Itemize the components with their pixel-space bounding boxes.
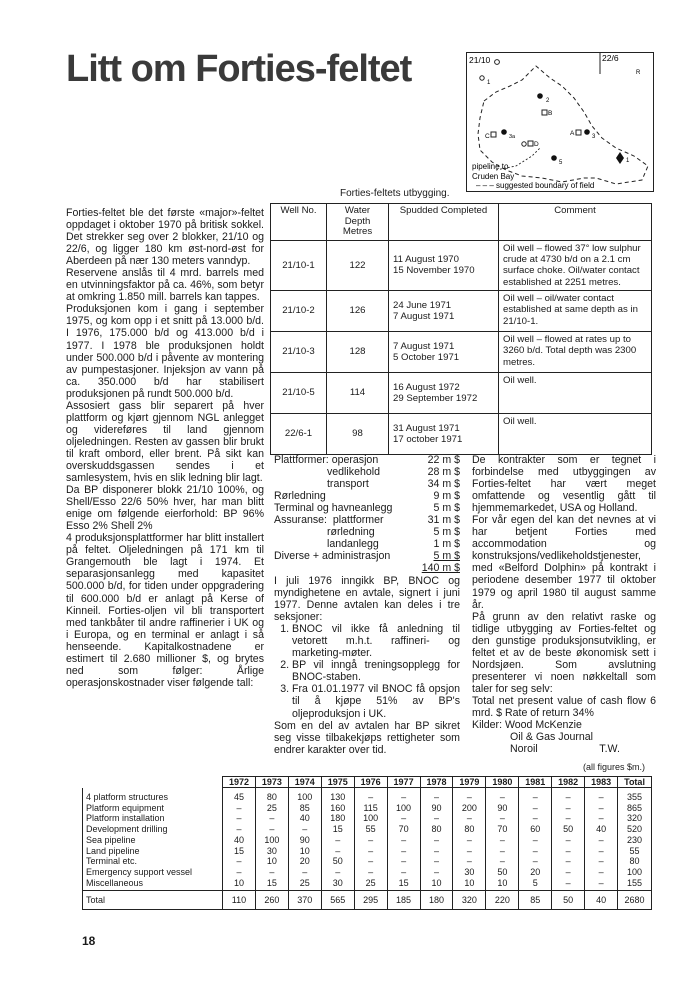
platform-diamond [616,152,624,164]
cost-cell: – [354,835,387,846]
cost-cell: 15 [321,824,354,835]
cost-cell: – [519,846,552,857]
cost-item-label: Development drilling [83,824,223,835]
year-header: 1978 [420,777,453,788]
paragraph: I juli 1976 inngikk BP, BNOC og myndighetene en avtale, signert i juni 1977. Denne avtalen kan deles i tre seksjoner: [274,575,460,624]
cost-cell: – [585,835,618,846]
total-cell: 565 [321,891,354,910]
cost-row [274,550,460,562]
table-row [271,372,652,413]
total-cell: 220 [486,891,519,910]
page-number: 18 [82,934,96,948]
cost-cell: 40 [288,813,321,824]
cost-cell: – [255,867,288,878]
platform-square [528,141,533,146]
paragraph: Reservene anslås til 4 mrd. barrels med en utvinningsfaktor på ca. 46%, som betyr at omkring 1.850 mill. barrels kan tappes. [66,267,264,304]
map-number: 1 [487,80,491,86]
cost-cell: 60 [519,824,552,835]
spud-date: 7 August 1971 [393,340,455,352]
operating-cost-list [274,454,460,574]
table-row [83,835,652,846]
cost-cell: 25 [255,803,288,814]
cost-row [274,466,460,478]
cost-cell: 70 [486,824,519,835]
field-map [466,52,654,192]
map-letter: A [570,130,575,137]
completion-date: 29 September 1972 [393,392,478,404]
cost-cell: – [519,813,552,824]
cost-cell: – [223,803,256,814]
year-header: 1982 [552,777,585,788]
year-header: 1981 [519,777,552,788]
well-no: 22/6-1 [271,413,327,454]
cost-row [274,526,460,538]
cost-cell: – [420,813,453,824]
total-cell: 295 [354,891,387,910]
agreement-text [274,575,460,756]
cost-cell: 55 [354,824,387,835]
cost-total-row [274,562,460,574]
total-cell: 180 [420,891,453,910]
cost-cell: 80 [453,824,486,835]
cost-cell: – [486,788,519,803]
cost-cell: – [354,846,387,857]
well-table-header [271,204,652,241]
cost-cell: 90 [420,803,453,814]
cost-cell: – [387,813,420,824]
table-row [83,824,652,835]
cost-cell: – [387,835,420,846]
cost-cell: 15 [223,846,256,857]
well-comment: Oil well. [499,372,652,413]
row-total-cell: 80 [618,856,652,867]
cost-cell: – [255,824,288,835]
cost-cell: – [288,867,321,878]
cost-cell: – [552,788,585,803]
header-well-no: Well No. [271,204,327,241]
spud-date: 16 August 1972 [393,381,460,393]
cost-cell: – [585,803,618,814]
cost-cell: – [354,788,387,803]
map-number: 3a [509,134,516,140]
cost-cell: – [387,867,420,878]
platform-symbol [501,129,507,135]
table-row [83,813,652,824]
cost-cell: 100 [255,835,288,846]
source-line: Noroil T.W. [510,743,620,756]
cost-cell: 180 [321,813,354,824]
cost-value: 22 m $ [427,454,460,466]
cost-cell: – [288,824,321,835]
cost-row [274,502,460,514]
key-figures: Total net present value of cash flow 6 mrd. $ Rate of return 34% [472,694,656,719]
cost-value: 5 m $ [433,502,460,515]
year-header: 1975 [321,777,354,788]
cost-cell: – [387,846,420,857]
table-row [271,331,652,372]
cost-cell: – [552,846,585,857]
cost-cell: 20 [288,856,321,867]
cost-value: 31 m $ [427,514,460,527]
cost-cell: – [453,856,486,867]
water-depth: 128 [327,331,389,372]
cost-cell: – [552,835,585,846]
cost-label: Diverse + administrasjon [274,550,391,563]
cost-cell: 80 [420,824,453,835]
row-total-cell: 355 [618,788,652,803]
map-number: 2 [546,98,550,104]
cost-cell: – [585,788,618,803]
units-note: (all figures $m.) [583,762,646,772]
total-row [83,891,652,910]
sources: Kilder: Wood McKenzie [472,719,582,732]
cost-cell: – [552,867,585,878]
paragraph: Da BP disponerer blokk 21/10 100%, og Shell/Esso 22/6 50% hver, har man blitt enige om følgende eierforhold: BP 96% Esso 2% Shell 2% [66,484,264,533]
cost-value: 5 m $ [433,550,460,563]
cost-cell: – [453,788,486,803]
cost-cell: – [519,788,552,803]
cost-cell: – [223,824,256,835]
list-item: 1. BNOC vil ikke få anledning til vetorett m.h.t. raffineri- og marketing-møter. [292,623,460,659]
paragraph: Som en del av avtalen har BP sikret seg visse tilbakekjøps rettigheter som endrer karakter over tid. [274,719,460,756]
completion-date: 5 October 1971 [393,351,460,363]
cost-cell: – [519,835,552,846]
cost-label: transport [274,478,369,491]
cost-cell: – [486,856,519,867]
cost-cell: – [486,835,519,846]
paragraph: Forties-feltet ble det første «major»-feltet oppdaget i oktober 1970 på britisk sokkel. Det strekker seg over 2 blokker, 21/10 og 22/6, og ligger 180 km øst-nord-øst for Aberdeen på nær 130 meters vanndyp. [66,207,264,268]
cost-cell: 85 [288,803,321,814]
right-column [472,454,656,755]
cost-label: Terminal og havneanlegg [274,502,393,515]
cost-cell: 100 [288,788,321,803]
well-comment: Oil well – flowed at rates up to 3260 b/d. Total depth was 2300 metres. [499,331,652,372]
cost-cell: 25 [354,878,387,891]
list-item: 3. Fra 01.01.1977 vil BNOC få opsjon til å kjøpe 51% av BP's oljeproduksjon i UK. [292,683,460,719]
grand-total-cell: 2680 [618,891,652,910]
cost-row [274,454,460,466]
cost-cell: – [519,803,552,814]
cost-cell: – [420,867,453,878]
cost-row [274,478,460,490]
cost-cell: – [453,835,486,846]
cost-cell: – [453,813,486,824]
label-block-22-6: 22/6 [602,53,619,63]
cost-cell: – [387,856,420,867]
cost-cell: 50 [552,824,585,835]
well-no: 21/10-2 [271,290,327,331]
cost-cell: – [453,846,486,857]
cost-cell: 100 [354,813,387,824]
cost-cell: – [223,813,256,824]
year-header: 1979 [453,777,486,788]
well-symbol [495,60,500,65]
cost-cell: – [552,803,585,814]
cost-label: landanlegg [274,538,379,551]
label-block-21-10: 21/10 [469,55,491,65]
cost-item-label: Platform installation [83,813,223,824]
total-label: Total [83,891,223,910]
label-pipeline: pipeline to [472,162,509,171]
list-item: 2. BP vil inngå treningsopplegg for BNOC-staben. [292,659,460,683]
cost-cell: – [223,867,256,878]
platform-square [542,110,547,115]
cost-label: vedlikehold [274,466,380,479]
cost-cell: – [255,813,288,824]
paragraph: Assosiert gass blir separert på hver plattform og kjørt gjennom NGL anlegget og videreføres til land gjennom oljeledningen. Resten av gassen blir brukt til kraft ombord, eller brent. På sikt kan overskuddsgassen sendes i et samlesystem, hvis en slik ledning blir lagt. [66,399,264,485]
map-caption: Forties-feltets utbygging. [340,188,450,199]
cost-cell: 40 [585,824,618,835]
total-cell: 85 [519,891,552,910]
cost-row [274,514,460,526]
paragraph: For vår egen del kan det nevnes at vi har betjent Forties med accommodation og konstruksjons/vedlikeholdstjenester, med «Belford Dolphin» på kontrakt i periodene desember 1977 til oktober 1979 og april 1980 til august samme år. [472,514,656,611]
cost-value: 9 m $ [433,490,460,503]
map-letter: B [548,110,553,117]
cost-cell: – [585,878,618,891]
cost-cell: – [585,846,618,857]
well-no: 21/10-5 [271,372,327,413]
spud-date: 31 August 1971 [393,422,460,434]
total-cell: 110 [223,891,256,910]
cost-cell: 5 [519,878,552,891]
label-cruden-bay: Cruden Bay [472,172,515,181]
cost-label: Assuranse: plattformer [274,514,384,527]
cost-cell: – [387,788,420,803]
table-row [271,290,652,331]
well-comment: Oil well – flowed 37° low sulphur crude at 4730 b/d on a 2.1 cm surface choke. Oil/water contact established at 2251 metres. [499,240,652,290]
paragraph: De kontrakter som er tegnet i forbindelse med utbyggingen av Forties-feltet har vært meget omfattende og vesentlig gått til hjemmemarkedet, USA og Holland. [472,454,656,515]
cost-cell: 200 [453,803,486,814]
cost-cell: 15 [387,878,420,891]
header-water-depth: Water Depth Metres [327,204,389,241]
year-header: 1980 [486,777,519,788]
label-boundary-legend: – – – suggested boundary of field [476,181,595,190]
cost-cell: 90 [486,803,519,814]
row-total-cell: 520 [618,824,652,835]
cost-cell: 10 [255,856,288,867]
year-header: 1973 [255,777,288,788]
year-header-row [83,777,652,788]
cost-row [274,490,460,502]
spud-date: 11 August 1970 [393,253,459,265]
map-letter: D [534,141,539,148]
cost-cell: 20 [519,867,552,878]
cost-cell: – [585,856,618,867]
table-row [83,867,652,878]
map-number: 3 [592,134,596,140]
well-comment: Oil well. [499,413,652,454]
total-cell: 260 [255,891,288,910]
cost-cell: – [486,813,519,824]
cost-cell: – [321,867,354,878]
map-letter: C [485,133,490,140]
cost-cell: – [552,813,585,824]
cost-cell: – [354,867,387,878]
cost-item-label: Miscellaneous [83,878,223,891]
row-total-cell: 155 [618,878,652,891]
cost-cell: – [420,846,453,857]
cost-cell: 30 [453,867,486,878]
cost-value: 34 m $ [427,478,460,491]
well-symbol [480,76,484,80]
completion-date: 17 october 1971 [393,433,463,445]
water-depth: 98 [327,413,389,454]
page-title: Litt om Forties-feltet [66,48,412,90]
cost-cell: – [354,856,387,867]
cost-total-value: 140 m $ [421,562,460,575]
year-header: 1977 [387,777,420,788]
header-comment: Comment [499,204,652,241]
cost-cell: – [420,856,453,867]
cost-cell: – [585,813,618,824]
cost-label: rørledning [274,526,375,539]
table-row [83,803,652,814]
map-number: 5 [559,160,563,166]
cost-cell: – [585,867,618,878]
cost-cell: 45 [223,788,256,803]
well-symbol [522,142,526,146]
cost-item-label: Land pipeline [83,846,223,857]
total-cell: 370 [288,891,321,910]
cost-item-label: 4 platform structures [83,788,223,803]
spud-date: 24 June 1971 [393,299,452,311]
cost-cell: 130 [321,788,354,803]
cost-cell: 80 [255,788,288,803]
row-total-cell: 865 [618,803,652,814]
cost-cell: 10 [453,878,486,891]
platform-square [576,130,581,135]
cost-label: Plattformer: operasjon [274,454,379,466]
cost-cell: 30 [255,846,288,857]
capital-cost-table [82,776,652,910]
well-no: 21/10-1 [271,240,327,290]
cost-cell: 25 [288,878,321,891]
cost-cell: – [519,856,552,867]
water-depth: 126 [327,290,389,331]
platform-symbol [584,129,590,135]
cost-cell: 90 [288,835,321,846]
cost-item-label: Platform equipment [83,803,223,814]
cost-cell: 115 [354,803,387,814]
map-number: 1 [626,158,630,164]
well-table [270,203,652,455]
cost-row [274,538,460,550]
water-depth: 114 [327,372,389,413]
cost-cell: 10 [420,878,453,891]
row-total-cell: 320 [618,813,652,824]
cost-cell: 10 [486,878,519,891]
total-cell: 50 [552,891,585,910]
source-line: Oil & Gas Journal [510,731,594,744]
year-header: 1974 [288,777,321,788]
well-comment: Oil well – oil/water contact established at same depth as in 21/10-1. [499,290,652,331]
water-depth: 122 [327,240,389,290]
platform-symbol [551,155,557,161]
platform-square [491,132,496,137]
table-row [83,878,652,891]
cost-cell: – [486,846,519,857]
table-row [83,846,652,857]
cost-cell: 70 [387,824,420,835]
platform-symbol [537,93,543,99]
label-r: R [636,70,641,76]
paragraph: På grunn av den relativt raske og tidlige utbygging av Forties-feltet og den gunstige produksjonsutvikling, er feltet et av de beste økonomisk sett i Nordsjøen. Som avslutning presenterer vi noen nøkkeltall som taler for seg selv: [472,610,656,695]
year-header: 1972 [223,777,256,788]
table-row [83,788,652,803]
header-spudded: Spudded Completed [389,204,499,241]
cost-cell: 50 [486,867,519,878]
completion-date: 7 August 1971 [393,310,455,322]
cost-item-label: Terminal etc. [83,856,223,867]
completion-date: 15 November 1970 [393,265,475,277]
paragraph: Produksjonen kom i gang i september 1975, og kom opp i et snitt på 13.000 b/d. I 1976, 175.000 b/d og 413.000 b/d i 1977. I 1978 ble produksjonen holdt under 500.000 b/d i påvente av montering av pumpestasjoner. Injeksjon av vann på ca. 350.000 b/d har stabilisert produksjonen på rundt 500.000 b/d. [66,303,264,400]
cost-value: 1 m $ [433,538,460,551]
year-header: 1976 [354,777,387,788]
left-column [66,207,264,689]
total-cell: 320 [453,891,486,910]
cost-cell: – [420,835,453,846]
total-header: Total [618,777,652,788]
cost-item-label: Emergency support vessel [83,867,223,878]
table-row [271,413,652,454]
cost-cell: 100 [387,803,420,814]
cost-label: Rørledning [274,490,326,503]
row-total-cell: 55 [618,846,652,857]
total-cell: 185 [387,891,420,910]
cost-cell: 160 [321,803,354,814]
cost-cell: 40 [223,835,256,846]
table-row [83,856,652,867]
paragraph: 4 produksjonsplattformer har blitt installert på feltet. Oljeledningen på 171 km til Grangemouth ble lagt i 1974. Et separasjonsanlegg med kapasitet 500.000 b/d, for tiden under oppgradering til 600.000 b/d er anlagt på Kerse of Kinneil. Forties-oljen vil bli transportert med tankbåter til andre raffinerier i UK og i Europa, og en terminal er anlagt i så henseende. Kapitalkostnadene er estimert til 2.680 millioner $, og brytes ned som følger: Årlige operasjonskostnader viser følgende tall: [66,532,264,689]
cost-cell: – [552,878,585,891]
cost-cell: 10 [223,878,256,891]
year-header: 1983 [585,777,618,788]
cost-cell: 30 [321,878,354,891]
cost-value: 28 m $ [427,466,460,479]
cost-cell: – [321,835,354,846]
cost-cell: 10 [288,846,321,857]
well-no: 21/10-3 [271,331,327,372]
cost-item-label: Sea pipeline [83,835,223,846]
cost-cell: – [321,846,354,857]
agreement-list [274,623,460,719]
row-total-cell: 100 [618,867,652,878]
cost-cell: 15 [255,878,288,891]
cost-value: 5 m $ [433,526,460,539]
cost-cell: – [552,856,585,867]
row-total-cell: 230 [618,835,652,846]
empty-header [83,777,223,788]
cost-cell: – [223,856,256,867]
total-cell: 40 [585,891,618,910]
table-row [271,240,652,290]
cost-cell: 50 [321,856,354,867]
cost-cell: – [420,788,453,803]
